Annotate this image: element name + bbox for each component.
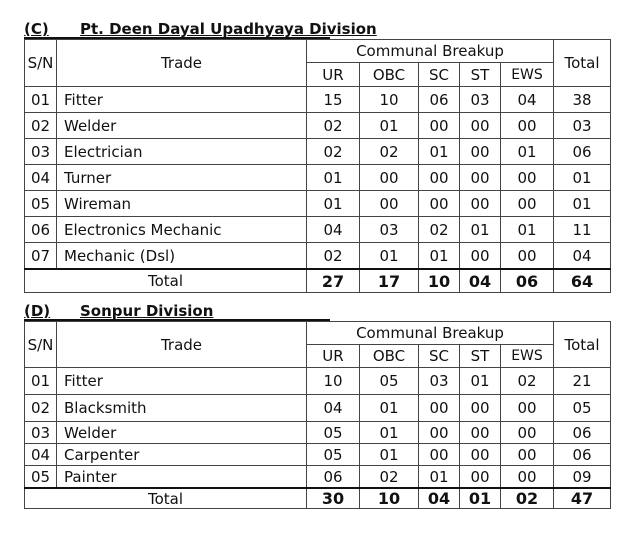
table-row: [25, 113, 611, 139]
sc-header: SC: [419, 63, 460, 87]
sc-total: 04: [419, 488, 460, 509]
ews-cell: 00: [501, 422, 554, 444]
ur-cell: 04: [307, 395, 360, 422]
total-cell: 05: [554, 395, 611, 422]
section-title: Sonpur Division: [80, 302, 214, 320]
ur-cell: 02: [307, 113, 360, 139]
ur-header: UR: [307, 345, 360, 368]
sn-cell: 02: [25, 395, 57, 422]
trade-cell: Painter: [57, 466, 307, 489]
total-label: Total: [25, 269, 307, 293]
st-total: 01: [460, 488, 501, 509]
total-cell: 03: [554, 113, 611, 139]
obc-cell: 01: [360, 444, 419, 466]
sn-cell: 01: [25, 87, 57, 113]
obc-cell: 01: [360, 243, 419, 270]
ews-total: 02: [501, 488, 554, 509]
ews-cell: 00: [501, 191, 554, 217]
total-cell: 06: [554, 444, 611, 466]
table-row: [25, 243, 611, 270]
table-row: [25, 191, 611, 217]
trade-cell: Fitter: [57, 368, 307, 395]
total-cell: 38: [554, 87, 611, 113]
table-row: [25, 466, 611, 489]
ur-cell: 05: [307, 444, 360, 466]
sn-cell: 04: [25, 165, 57, 191]
st-cell: 00: [460, 113, 501, 139]
section-title: Pt. Deen Dayal Upadhyaya Division: [80, 20, 377, 38]
total-cell: 21: [554, 368, 611, 395]
ur-cell: 02: [307, 139, 360, 165]
ur-cell: 06: [307, 466, 360, 489]
sc-cell: 02: [419, 217, 460, 243]
sn-cell: 03: [25, 422, 57, 444]
st-total: 04: [460, 269, 501, 293]
section-c: [24, 19, 610, 293]
ur-cell: 02: [307, 243, 360, 270]
sc-cell: 01: [419, 466, 460, 489]
trade-cell: Electronics Mechanic: [57, 217, 307, 243]
ews-cell: 02: [501, 368, 554, 395]
communal-breakup-header: Communal Breakup: [307, 40, 554, 63]
sn-cell: 03: [25, 139, 57, 165]
totals-row: [25, 269, 611, 293]
ews-total: 06: [501, 269, 554, 293]
ur-cell: 01: [307, 191, 360, 217]
obc-cell: 01: [360, 422, 419, 444]
obc-cell: 01: [360, 395, 419, 422]
trade-cell: Turner: [57, 165, 307, 191]
total-cell: 01: [554, 191, 611, 217]
sn-cell: 01: [25, 368, 57, 395]
obc-total: 17: [360, 269, 419, 293]
sc-cell: 00: [419, 422, 460, 444]
st-cell: 00: [460, 422, 501, 444]
sn-cell: 02: [25, 113, 57, 139]
st-cell: 03: [460, 87, 501, 113]
section-heading: [24, 301, 330, 321]
communal-breakup-table: [24, 321, 611, 509]
sn-cell: 06: [25, 217, 57, 243]
st-cell: 00: [460, 466, 501, 489]
trade-cell: Welder: [57, 113, 307, 139]
trade-cell: Blacksmith: [57, 395, 307, 422]
ews-cell: 01: [501, 139, 554, 165]
sn-cell: 07: [25, 243, 57, 270]
total-cell: 06: [554, 139, 611, 165]
trade-cell: Mechanic (Dsl): [57, 243, 307, 270]
obc-header: OBC: [360, 345, 419, 368]
obc-cell: 10: [360, 87, 419, 113]
table-row: [25, 139, 611, 165]
sc-cell: 03: [419, 368, 460, 395]
total-cell: 09: [554, 466, 611, 489]
obc-cell: 01: [360, 113, 419, 139]
ur-cell: 15: [307, 87, 360, 113]
ur-cell: 01: [307, 165, 360, 191]
st-cell: 00: [460, 191, 501, 217]
st-cell: 00: [460, 444, 501, 466]
sc-cell: 00: [419, 165, 460, 191]
obc-cell: 00: [360, 191, 419, 217]
total-header: Total: [554, 322, 611, 368]
sc-header: SC: [419, 345, 460, 368]
ur-total: 30: [307, 488, 360, 509]
table-row: [25, 165, 611, 191]
table-row: [25, 422, 611, 444]
trade-header: Trade: [57, 322, 307, 368]
ews-cell: 00: [501, 466, 554, 489]
st-cell: 01: [460, 368, 501, 395]
totals-row: [25, 488, 611, 509]
sn-header: S/N: [25, 322, 57, 368]
total-cell: 01: [554, 165, 611, 191]
total-cell: 04: [554, 243, 611, 270]
st-header: ST: [460, 63, 501, 87]
sc-cell: 00: [419, 191, 460, 217]
section-d: [24, 301, 610, 509]
sn-cell: 05: [25, 466, 57, 489]
communal-breakup-header: Communal Breakup: [307, 322, 554, 345]
st-cell: 00: [460, 243, 501, 270]
ews-cell: 00: [501, 113, 554, 139]
ews-cell: 00: [501, 243, 554, 270]
table-row: [25, 395, 611, 422]
ews-cell: 00: [501, 165, 554, 191]
trade-cell: Carpenter: [57, 444, 307, 466]
total-cell: 06: [554, 422, 611, 444]
obc-cell: 02: [360, 139, 419, 165]
st-cell: 00: [460, 165, 501, 191]
st-header: ST: [460, 345, 501, 368]
ur-cell: 10: [307, 368, 360, 395]
section-code: (D): [24, 302, 51, 320]
ews-header: EWS: [501, 345, 554, 368]
trade-cell: Welder: [57, 422, 307, 444]
sn-cell: 05: [25, 191, 57, 217]
obc-cell: 02: [360, 466, 419, 489]
total-label: Total: [25, 488, 307, 509]
sc-total: 10: [419, 269, 460, 293]
st-cell: 00: [460, 139, 501, 165]
trade-header: Trade: [57, 40, 307, 87]
st-cell: 00: [460, 395, 501, 422]
ews-cell: 00: [501, 395, 554, 422]
trade-cell: Electrician: [57, 139, 307, 165]
communal-breakup-table: [24, 39, 611, 293]
section-code: (C): [24, 20, 49, 38]
sc-cell: 01: [419, 243, 460, 270]
trade-cell: Wireman: [57, 191, 307, 217]
sn-header: S/N: [25, 40, 57, 87]
sc-cell: 00: [419, 395, 460, 422]
table-row: [25, 87, 611, 113]
table-row: [25, 444, 611, 466]
grand-total: 64: [554, 269, 611, 293]
ews-cell: 00: [501, 444, 554, 466]
table-row: [25, 217, 611, 243]
total-cell: 11: [554, 217, 611, 243]
sc-cell: 01: [419, 139, 460, 165]
table-row: [25, 368, 611, 395]
sn-cell: 04: [25, 444, 57, 466]
ur-cell: 05: [307, 422, 360, 444]
ur-cell: 04: [307, 217, 360, 243]
obc-cell: 03: [360, 217, 419, 243]
ews-cell: 04: [501, 87, 554, 113]
ur-header: UR: [307, 63, 360, 87]
obc-header: OBC: [360, 63, 419, 87]
obc-cell: 00: [360, 165, 419, 191]
trade-cell: Fitter: [57, 87, 307, 113]
total-header: Total: [554, 40, 611, 87]
sc-cell: 06: [419, 87, 460, 113]
sc-cell: 00: [419, 113, 460, 139]
grand-total: 47: [554, 488, 611, 509]
st-cell: 01: [460, 217, 501, 243]
obc-cell: 05: [360, 368, 419, 395]
sc-cell: 00: [419, 444, 460, 466]
ews-cell: 01: [501, 217, 554, 243]
section-heading: [24, 19, 377, 39]
ews-header: EWS: [501, 63, 554, 87]
ur-total: 27: [307, 269, 360, 293]
obc-total: 10: [360, 488, 419, 509]
